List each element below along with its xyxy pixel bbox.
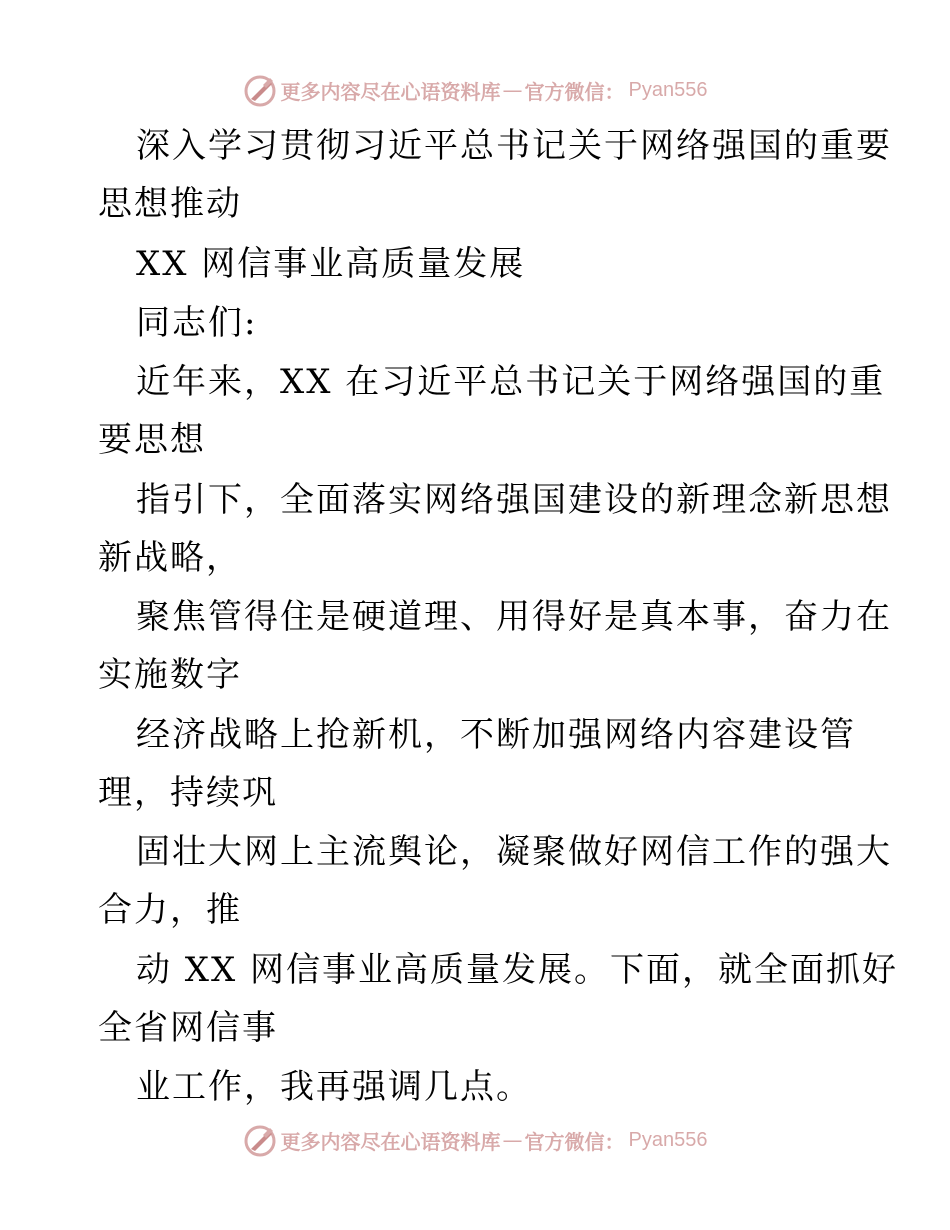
watermark-header [0, 72, 950, 108]
text-line: 深入学习贯彻习近平总书记关于网络强国的重要 [136, 126, 892, 166]
text-line: 业工作，我再强调几点。 [136, 1067, 532, 1107]
watermark-dash: — [502, 78, 523, 102]
watermark-label: 官方微信： [524, 79, 625, 104]
text-line: 要思想 [98, 420, 206, 460]
text-line: 近年来，XX 在习近平总书记关于网络强国的重 [136, 362, 886, 402]
watermark-account: Pyan556 [628, 78, 708, 101]
text-line: XX 网信事业高质量发展 [136, 244, 526, 284]
text-line: 思想推动 [98, 184, 242, 224]
text-line: 固壮大网上主流舆论，凝聚做好网信工作的强大 [136, 832, 892, 872]
text-line: 合力，推 [98, 890, 242, 930]
watermark-dash: — [502, 1128, 523, 1152]
text-line: 同志们: [136, 303, 258, 343]
text-line: 实施数字 [98, 655, 242, 695]
text-line: 聚焦管得住是硬道理、用得好是真本事，奋力在 [136, 597, 892, 637]
watermark-footer [0, 1122, 950, 1158]
text-line: 经济战略上抢新机，不断加强网络内容建设管 [136, 715, 856, 755]
text-line: 理，持续巩 [98, 773, 278, 813]
text-line: 新战略， [98, 538, 242, 578]
watermark-text: 更多内容尽在心语资料库 [280, 1129, 501, 1154]
text-line: 指引下，全面落实网络强国建设的新理念新思想 [136, 480, 892, 520]
text-line: 全省网信事 [98, 1008, 278, 1048]
watermark-account: Pyan556 [628, 1128, 708, 1151]
quill-logo-icon [243, 73, 277, 107]
text-line: 动 XX 网信事业高质量发展。下面，就全面抓好 [136, 950, 899, 990]
watermark-label: 官方微信： [524, 1129, 625, 1154]
watermark-text: 更多内容尽在心语资料库 [280, 79, 501, 104]
quill-logo-icon [243, 1123, 277, 1157]
